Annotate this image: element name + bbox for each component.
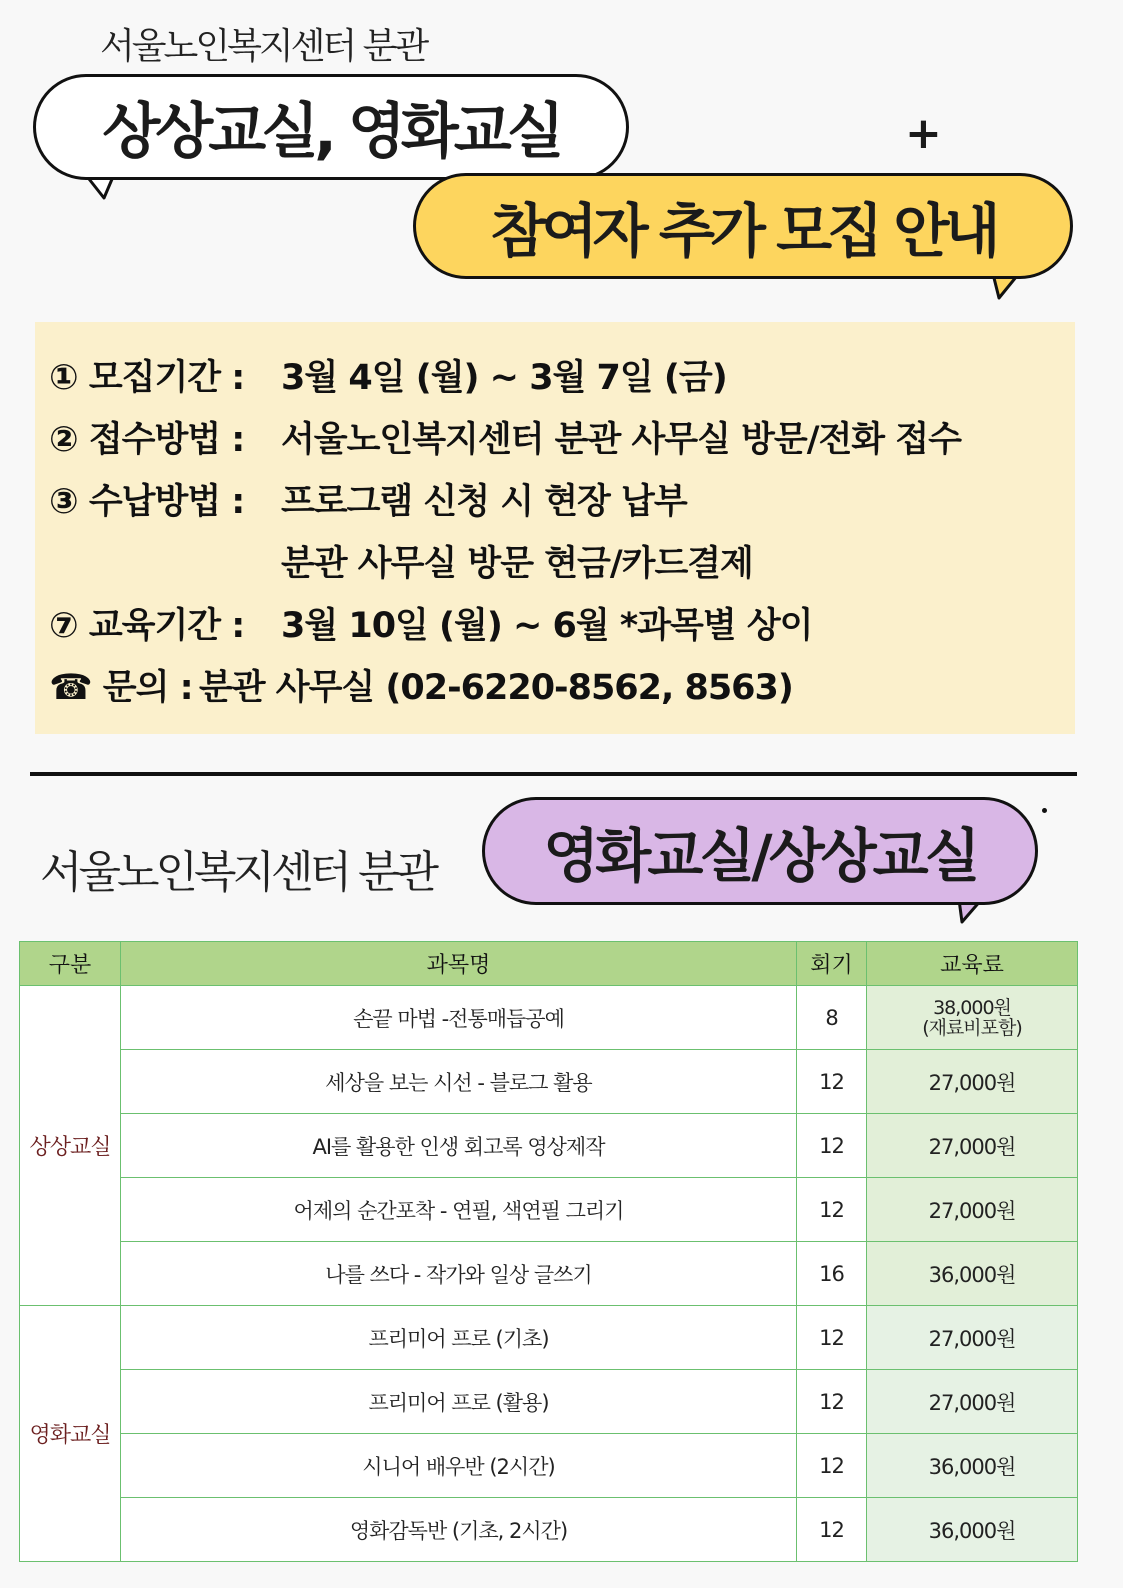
fee-note: (재료비포함) — [922, 1016, 1022, 1039]
course-name: 나를 쓰다 - 작가와 일상 글쓰기 — [121, 1242, 797, 1306]
info-box — [35, 322, 1075, 734]
info-value: 3월 10일 (월) ~ 6월 *과목별 상이 — [281, 606, 813, 646]
session-count: 8 — [797, 986, 867, 1050]
info-label: ② 접수방법 : — [49, 420, 245, 460]
plus-sign: + — [905, 108, 942, 159]
session-count: 16 — [797, 1242, 867, 1306]
subtitle-text: 참여자 추가 모집 안내 — [490, 197, 996, 265]
session-count: 12 — [797, 1306, 867, 1370]
fee-cell: 27,000원 — [867, 1114, 1078, 1178]
fee-cell: 36,000원 — [867, 1242, 1078, 1306]
section-divider — [30, 772, 1077, 776]
fee-cell: 27,000원 — [867, 1178, 1078, 1242]
header-category: 구분 — [20, 942, 121, 986]
table-row — [20, 1242, 1078, 1306]
table-row — [20, 1306, 1078, 1370]
table-row — [20, 1050, 1078, 1114]
session-count: 12 — [797, 1178, 867, 1242]
table-row — [20, 1178, 1078, 1242]
title-text: 상상교실, 영화교실 — [102, 97, 560, 167]
fee-cell: 27,000원 — [867, 1306, 1078, 1370]
session-count: 12 — [797, 1114, 867, 1178]
header-fee: 교육료 — [867, 942, 1078, 986]
fee-cell: 36,000원 — [867, 1498, 1078, 1562]
info-value: 분관 사무실 방문 현금/카드결제 — [281, 544, 753, 584]
info-value: 3월 4일 (월) ~ 3월 7일 (금) — [281, 358, 727, 398]
info-value: 프로그램 신청 시 현장 납부 — [281, 482, 687, 522]
course-name: 영화감독반 (기초, 2시간) — [121, 1498, 797, 1562]
fee-cell: 27,000원 — [867, 1050, 1078, 1114]
org-name-section: 서울노인복지센터 분관 — [40, 847, 436, 898]
org-name-top: 서울노인복지센터 분관 — [100, 26, 427, 67]
section-title-bubble — [482, 797, 1038, 905]
info-apply-method — [49, 412, 961, 462]
info-payment-method — [49, 474, 687, 524]
info-value: 서울노인복지센터 분관 사무실 방문/전화 접수 — [281, 420, 961, 460]
header-sessions: 회기 — [797, 942, 867, 986]
title-bubble — [33, 74, 629, 180]
info-value: 분관 사무실 (02-6220-8562, 8563) — [199, 668, 793, 708]
info-label: ① 모집기간 : — [49, 358, 245, 398]
course-name: 프리미어 프로 (활용) — [121, 1370, 797, 1434]
info-label: ⑦ 교육기간 : — [49, 606, 245, 646]
section-title-text: 영화교실/상상교실 — [543, 822, 977, 890]
table-row — [20, 1434, 1078, 1498]
course-name: 프리미어 프로 (기초) — [121, 1306, 797, 1370]
fee-cell: 27,000원 — [867, 1370, 1078, 1434]
table-row — [20, 1370, 1078, 1434]
fee-cell — [867, 986, 1078, 1050]
session-count: 12 — [797, 1050, 867, 1114]
info-education-period — [49, 598, 813, 648]
fee-cell: 36,000원 — [867, 1434, 1078, 1498]
session-count: 12 — [797, 1370, 867, 1434]
fee-amount: 38,000원 — [933, 996, 1011, 1019]
info-contact — [49, 660, 793, 710]
course-name: 어제의 순간포착 - 연필, 색연필 그리기 — [121, 1178, 797, 1242]
table-row — [20, 986, 1078, 1050]
info-label: ☎ 문의 : — [49, 668, 193, 708]
table-row — [20, 1498, 1078, 1562]
subtitle-bubble — [413, 173, 1073, 279]
category-cell: 상상교실 — [20, 986, 121, 1306]
table-header-row — [20, 942, 1078, 986]
header-course-name: 과목명 — [121, 942, 797, 986]
session-count: 12 — [797, 1434, 867, 1498]
course-name: 세상을 보는 시선 - 블로그 활용 — [121, 1050, 797, 1114]
category-cell: 영화교실 — [20, 1306, 121, 1562]
course-name: 손끝 마법 -전통매듭공예 — [121, 986, 797, 1050]
table-row — [20, 1114, 1078, 1178]
info-recruit-period — [49, 350, 727, 400]
info-label: ③ 수납방법 : — [49, 482, 245, 522]
session-count: 12 — [797, 1498, 867, 1562]
program-table — [19, 941, 1078, 1562]
course-name: 시니어 배우반 (2시간) — [121, 1434, 797, 1498]
decorative-dot — [1042, 808, 1047, 813]
course-name: AI를 활용한 인생 회고록 영상제작 — [121, 1114, 797, 1178]
